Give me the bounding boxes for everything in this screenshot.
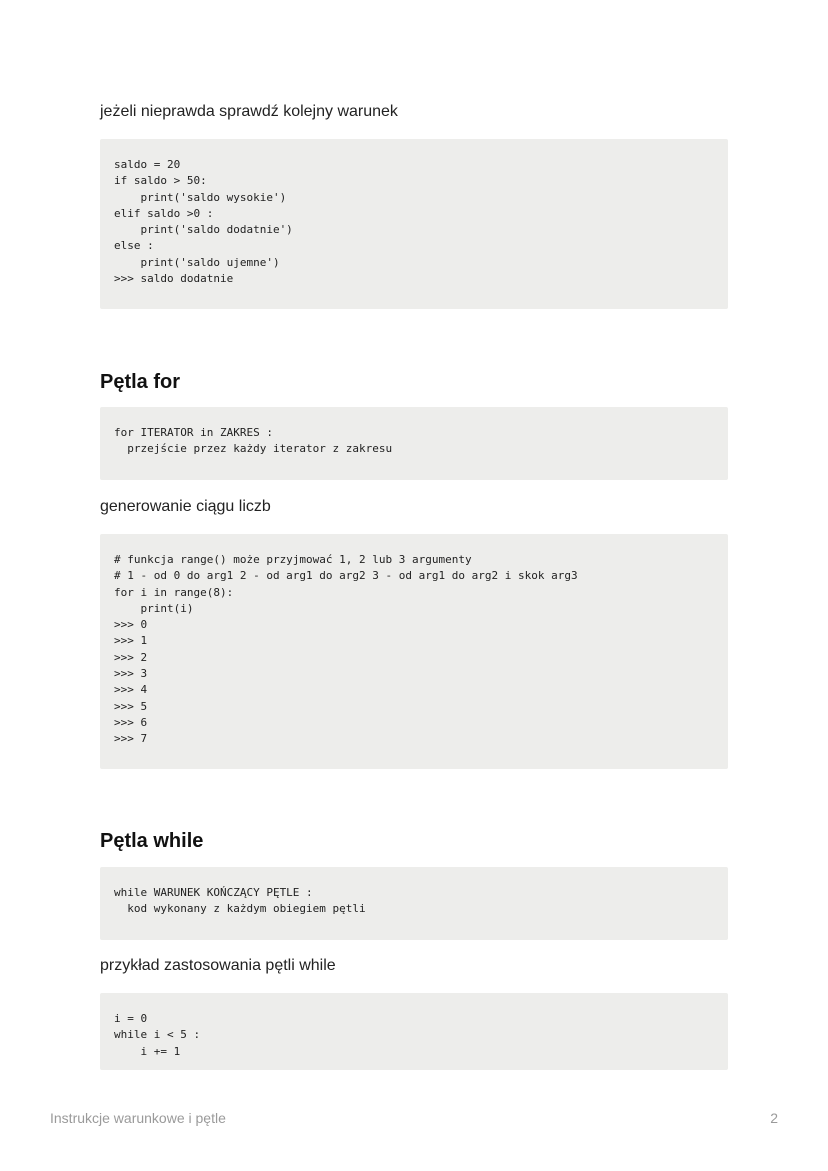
code-line: >>> 3 [114,667,148,681]
code-line: while WARUNEK KOŃCZĄCY PĘTLE : [114,886,313,899]
code-line: while i < 5 : [114,1028,201,1042]
code-line: print('saldo ujemne') [114,255,280,269]
heading-while-loop: Pętla while [100,830,204,852]
range-paragraph: generowanie ciągu liczb [100,498,271,515]
code-line: >>> 6 [114,715,148,729]
code-line: # 1 - od 0 do arg1 2 - od arg1 do arg2 3 - od arg1 do arg2 i skok arg3 [114,569,578,583]
code-line: # funkcja range() może przyjmować 1, 2 lub 3 argumenty [114,553,472,566]
heading-for-loop: Pętla for [100,371,181,393]
code-line: print('saldo wysokie') [114,190,287,204]
code-block-range [100,534,728,769]
footer-page-number: 2 [770,1110,778,1126]
while-example-paragraph: przykład zastosowania pętli while [100,957,336,974]
code-line: >>> 2 [114,650,148,664]
footer-document-title: Instrukcje warunkowe i pętle [50,1110,226,1126]
code-line: i += 1 [114,1044,181,1058]
code-line: >>> 5 [114,699,148,713]
code-line: >>> 7 [114,732,148,746]
code-line: if saldo > 50: [114,174,207,188]
code-line: print(i) [114,601,194,615]
code-line: print('saldo dodatnie') [114,223,293,237]
code-block-while-example [100,993,728,1070]
intro-paragraph: jeżeli nieprawda sprawdź kolejny warunek [100,103,398,120]
code-line: i = 0 [114,1012,148,1025]
code-line: kod wykonany z każdym obiegiem pętli [114,902,366,916]
code-line: for i in range(8): [114,585,234,599]
code-line: for ITERATOR in ZAKRES : [114,426,273,439]
code-block-if [100,139,728,309]
code-line: >>> 0 [114,618,148,632]
code-block-while-syntax [100,867,728,940]
code-line: saldo = 20 [114,158,181,171]
code-line: >>> 1 [114,634,148,648]
code-line: elif saldo >0 : [114,206,214,220]
code-line: >>> saldo dodatnie [114,272,234,286]
code-block-for-syntax [100,407,728,480]
code-line: >>> 4 [114,683,148,697]
code-line: przejście przez każdy iterator z zakresu [114,442,393,456]
code-line: else : [114,239,154,253]
